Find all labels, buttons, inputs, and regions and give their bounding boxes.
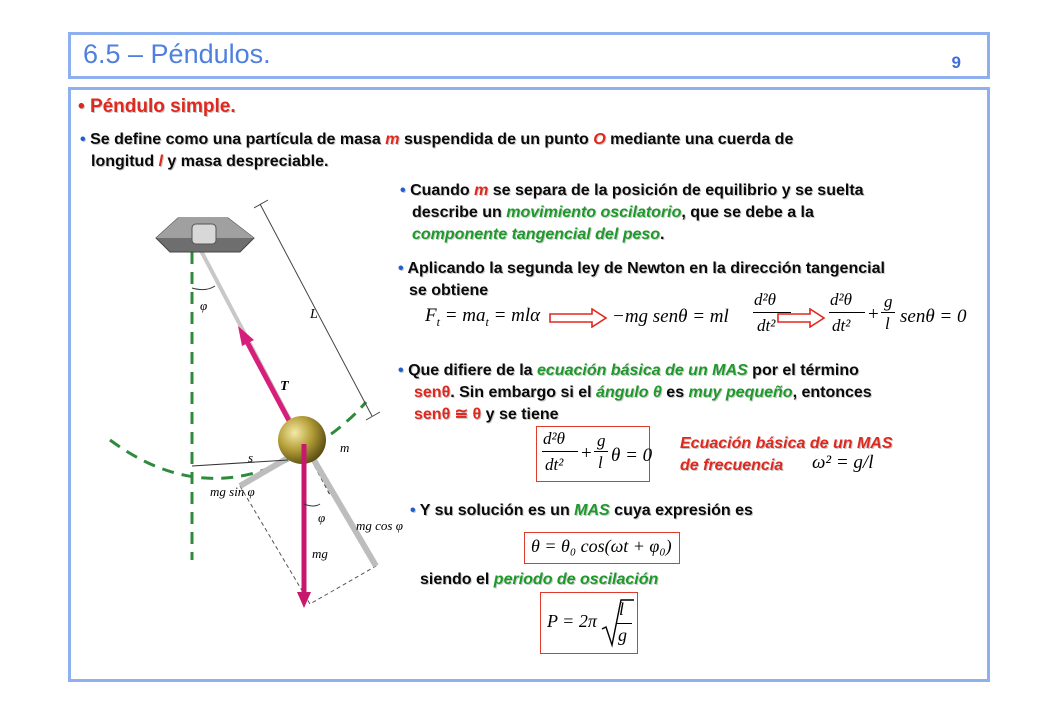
eq-den: dt²: [545, 455, 564, 474]
label-m: m: [340, 440, 350, 455]
text: longitud: [91, 153, 159, 170]
text: se obtiene: [409, 282, 489, 299]
text: describe un: [412, 204, 507, 221]
eq-part: senθ = 0: [900, 306, 967, 327]
label-mg: mg: [312, 546, 328, 561]
mas-equation-box: [536, 426, 653, 482]
eq-num: l: [619, 599, 625, 619]
text: por el término: [747, 362, 859, 379]
text: es: [661, 384, 689, 401]
term: movimiento oscilatorio: [506, 204, 682, 221]
p3-line-3: [414, 404, 559, 425]
bullet: •: [78, 96, 85, 117]
bullet: •: [398, 362, 404, 379]
implies-arrow-2: [776, 308, 826, 328]
label-L: L: [310, 307, 318, 322]
text: se separa de la posición de equilibrio y se suelta: [488, 182, 864, 199]
term: componente tangencial del peso: [412, 226, 661, 243]
period-equation-box: [540, 592, 638, 654]
support-clamp: [192, 224, 216, 244]
term: senθ ≅ θ: [414, 406, 482, 423]
text: Aplicando la segunda ley de Newton en la dirección tangencial: [407, 260, 885, 277]
eq-num: g: [597, 431, 606, 450]
eq-part: = ma: [439, 305, 486, 326]
p3-line-2: [414, 382, 872, 403]
p2-line-1: [398, 258, 885, 279]
eq-op: +: [581, 443, 592, 464]
text: . Sin embargo si el: [450, 384, 597, 401]
eq-den: l: [598, 453, 603, 472]
p1-line-3: [412, 224, 665, 245]
text: Se define como una partícula de masa: [90, 131, 386, 148]
text: cuya expresión es: [609, 502, 753, 519]
definition-line-2: [91, 151, 328, 172]
term: MAS: [574, 502, 610, 519]
p1-line-1: [400, 180, 864, 201]
label-phi-bottom: φ: [318, 510, 326, 525]
heading-text: Péndulo simple.: [89, 96, 236, 117]
text: y se tiene: [481, 406, 559, 423]
eq-den: dt²: [832, 316, 851, 335]
eq-num: d²θ: [830, 290, 852, 309]
eq-pendulum-ode: [830, 290, 970, 340]
eq-newton-tangential: [425, 305, 540, 330]
var-m: m: [385, 131, 400, 148]
text: , entonces: [792, 384, 872, 401]
eq-op: +: [868, 304, 879, 325]
p4-line: [410, 500, 753, 521]
angle-arc: [192, 286, 215, 290]
term: muy pequeño: [688, 384, 793, 401]
eq-part: −mg senθ = ml: [612, 306, 729, 327]
component-guides: [240, 486, 376, 604]
label-mg-cos: mg cos φ: [356, 518, 403, 533]
bullet: •: [398, 260, 404, 277]
eq-den: l: [885, 314, 890, 333]
bullet: •: [410, 502, 416, 519]
text: .: [660, 226, 665, 243]
p3-line-1: [398, 360, 859, 381]
term: senθ: [414, 384, 451, 401]
label-T: T: [280, 379, 289, 394]
pendulum-diagram: [98, 190, 418, 620]
eq-period-lhs: P = 2π: [547, 611, 597, 631]
bullet: •: [400, 182, 406, 199]
eq-frequency: ω² = g/l: [812, 452, 874, 473]
note-line-2: [680, 455, 783, 476]
term: periodo de oscilación: [493, 571, 659, 588]
eq-den: g: [618, 625, 627, 645]
text: mediante una cuerda de: [605, 131, 794, 148]
eq-num: g: [884, 292, 893, 311]
p2-line-2: [409, 280, 488, 301]
var-l: l: [158, 153, 163, 170]
note-text: Ecuación básica de un MAS: [680, 435, 893, 452]
dim-tick: [366, 412, 380, 420]
eq-num: d²θ: [543, 429, 565, 448]
eq-solution: θ = θ₀ cos(ωt + φ₀): [531, 536, 672, 556]
label-s: s: [248, 450, 254, 465]
eq-num: d²θ: [754, 290, 776, 309]
eq-part: F: [425, 305, 437, 326]
text: Cuando: [410, 182, 475, 199]
text: Que difiere de la: [408, 362, 537, 379]
text: suspendida de un punto: [399, 131, 594, 148]
eq-sub: t: [485, 314, 489, 329]
var-O: O: [593, 131, 606, 148]
section-heading: [78, 96, 236, 117]
weight-arrowhead: [297, 592, 311, 608]
label-phi-top: φ: [200, 298, 208, 313]
p1-line-2: [412, 202, 814, 223]
note-line-1: [680, 433, 893, 454]
bullet: •: [80, 131, 86, 148]
title-bar: [68, 32, 990, 79]
definition-line-1: [80, 129, 793, 150]
text: y masa despreciable.: [162, 153, 329, 170]
note-text: de frecuencia: [680, 457, 784, 474]
term: ángulo θ: [596, 384, 662, 401]
page-number: 9: [951, 53, 961, 72]
eq-sub: t: [436, 314, 440, 329]
text: , que se debe a la: [681, 204, 814, 221]
text: Y su solución es un: [419, 502, 575, 519]
implies-arrow-1: [548, 308, 608, 328]
eq-den: dt²: [757, 316, 776, 335]
label-mg-sin: mg sin φ: [210, 484, 255, 499]
solution-equation-box: [524, 532, 680, 564]
text: siendo el: [420, 571, 494, 588]
eq-part: θ = 0: [611, 445, 653, 466]
var-m: m: [474, 182, 489, 199]
swing-arc: [110, 402, 366, 478]
slide-title: 6.5 – Péndulos.: [83, 39, 271, 69]
eq-part: = mlα: [488, 305, 541, 326]
term: ecuación básica de un MAS: [537, 362, 748, 379]
eq-mas: [543, 429, 653, 479]
period-line: [420, 569, 658, 590]
